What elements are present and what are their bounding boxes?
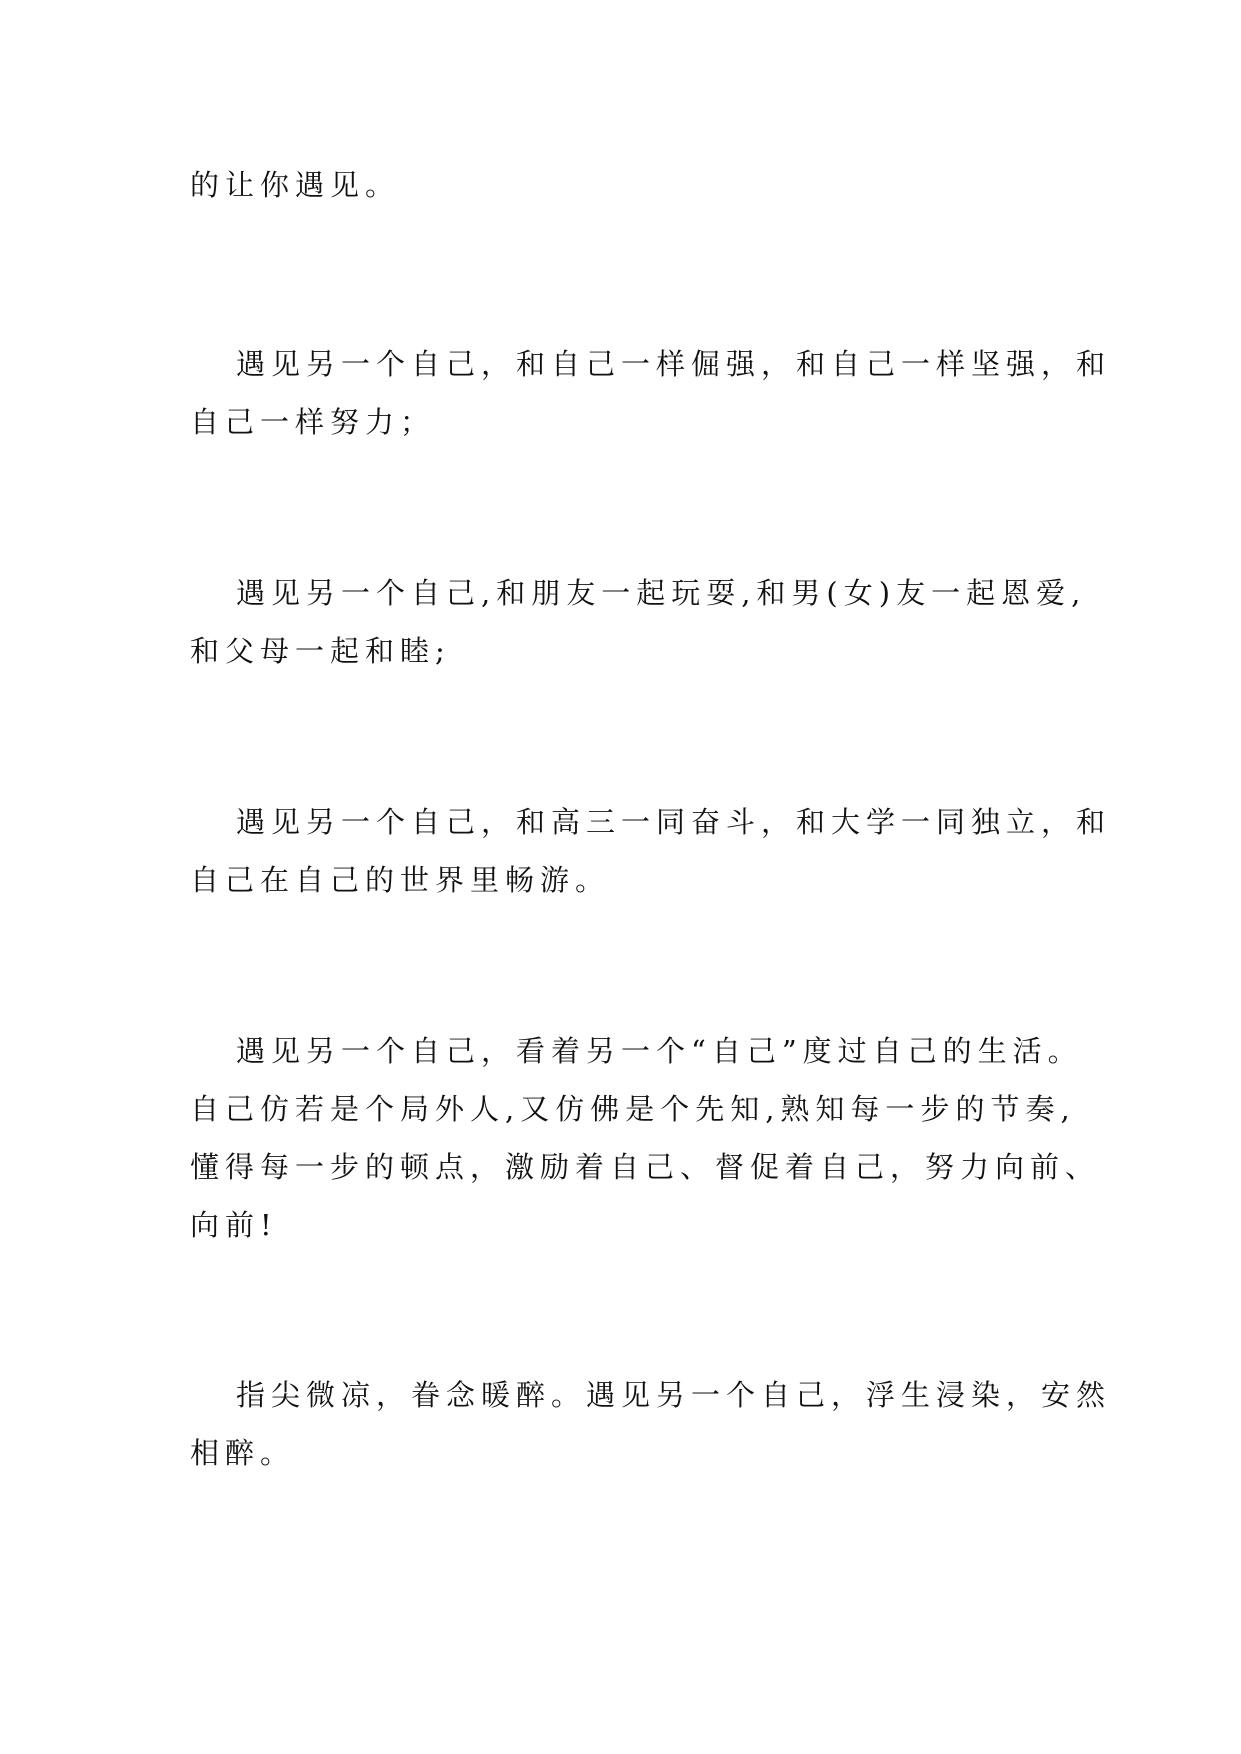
paragraph-friends-family (190, 564, 1087, 680)
paragraph-line: 的让你遇见。 (190, 168, 401, 202)
paragraph-line: 懂得每一步的顿点，激励着自己、督促着自己，努力向前、 (190, 1150, 1101, 1184)
paragraph-closing (190, 1366, 1112, 1482)
paragraph-continuation (190, 156, 1070, 214)
paragraph-line: 遇见另一个自己，和高三一同奋斗，和大学一同独立，和 (236, 805, 1112, 839)
paragraph-line: 自己一样努力； (190, 405, 436, 439)
paragraph-line: 自己仿若是个局外人,又仿佛是个先知,熟知每一步的节奏, (190, 1092, 1076, 1126)
paragraph-line: 遇见另一个自己，和自己一样倔强，和自己一样坚强，和 (236, 347, 1112, 381)
paragraph-line: 遇见另一个自己,和朋友一起玩耍,和男(女)友一起恩爱, (236, 576, 1087, 610)
paragraph-school-years (190, 793, 1112, 909)
paragraph-line: 和父母一起和睦; (190, 634, 451, 668)
paragraph-line: 遇见另一个自己，看着另一个“自己”度过自己的生活。 (236, 1034, 1083, 1068)
paragraph-observer (190, 1022, 1101, 1254)
paragraph-line: 向前! (190, 1208, 278, 1242)
paragraph-line: 自己在自己的世界里畅游。 (190, 863, 611, 897)
paragraph-stubborn-self (190, 335, 1112, 451)
paragraph-line: 相醉。 (190, 1436, 296, 1470)
paragraph-line: 指尖微凉，眷念暖醉。遇见另一个自己，浮生浸染，安然 (236, 1378, 1112, 1412)
